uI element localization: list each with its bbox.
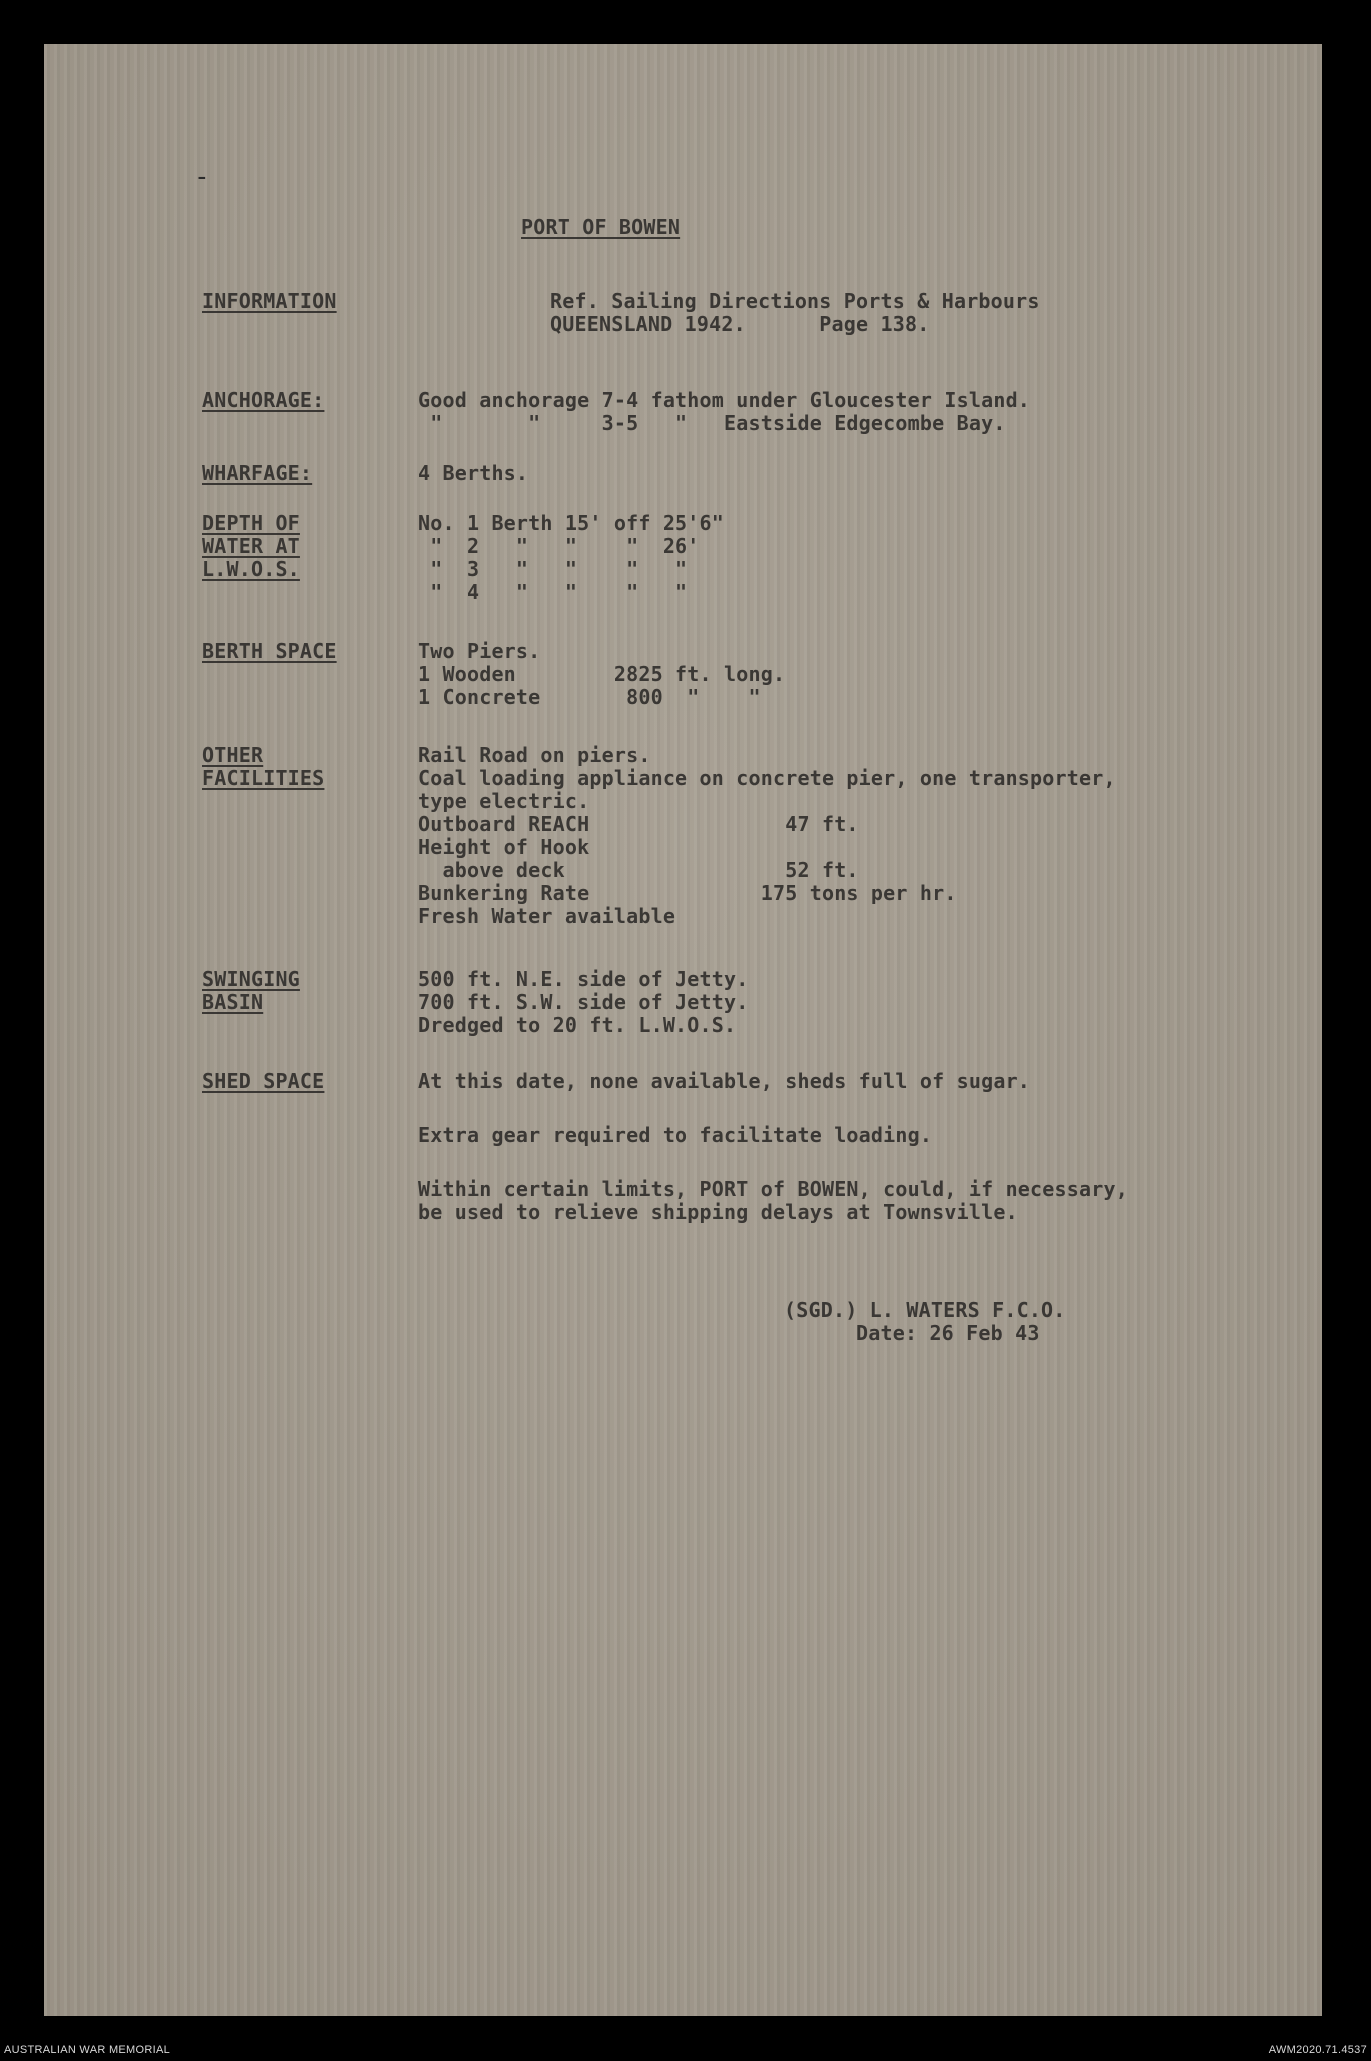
shed-space-label: SHED SPACE xyxy=(202,1069,325,1093)
swinging-basin-label-1: SWINGING xyxy=(202,967,300,991)
document-sheet xyxy=(44,44,1322,2016)
wharfage-value: 4 Berths. xyxy=(418,461,529,485)
other-facilities-label-1: OTHER xyxy=(202,743,264,767)
berth-space-line-2: 1 Wooden 2825 ft. long. xyxy=(418,662,786,686)
shed-space-value: At this date, none available, sheds full of sugar. xyxy=(418,1069,1031,1093)
depth-label-3: L.W.O.S. xyxy=(202,557,300,581)
information-line-2: QUEENSLAND 1942. Page 138. xyxy=(550,312,930,336)
depth-line-2: " 2 " " " 26' xyxy=(418,534,700,558)
other-facilities-line-8: Fresh Water available xyxy=(418,904,676,928)
other-facilities-line-5: Height of Hook xyxy=(418,835,590,859)
other-facilities-label-2: FACILITIES xyxy=(202,766,325,790)
berth-space-label: BERTH SPACE xyxy=(202,639,337,663)
depth-line-3: " 3 " " " " xyxy=(418,557,688,581)
signature-date: Date: 26 Feb 43 xyxy=(856,1321,1040,1345)
other-facilities-line-2: Coal loading appliance on concrete pier, one transporter, xyxy=(418,766,1116,790)
anchorage-line-2: " " 3-5 " Eastside Edgecombe Bay. xyxy=(418,411,1006,435)
note-limits-line-2: be used to relieve shipping delays at Townsville. xyxy=(418,1200,1018,1224)
other-facilities-line-6: above deck 52 ft. xyxy=(418,858,859,882)
swinging-basin-line-1: 500 ft. N.E. side of Jetty. xyxy=(418,967,749,991)
note-limits-line-1: Within certain limits, PORT of BOWEN, could, if necessary, xyxy=(418,1177,1128,1201)
other-facilities-line-7: Bunkering Rate 175 tons per hr. xyxy=(418,881,957,905)
depth-line-4: " 4 " " " " xyxy=(418,580,688,604)
wharfage-label: WHARFAGE: xyxy=(202,461,313,485)
signature-line: (SGD.) L. WATERS F.C.O. xyxy=(784,1298,1066,1322)
note-extra-gear: Extra gear required to facilitate loading. xyxy=(418,1123,933,1147)
depth-label-1: DEPTH OF xyxy=(202,511,300,535)
other-facilities-line-1: Rail Road on piers. xyxy=(418,743,651,767)
other-facilities-line-3: type electric. xyxy=(418,789,590,813)
anchorage-line-1: Good anchorage 7-4 fathom under Gloucester Island. xyxy=(418,388,1031,412)
swinging-basin-label-2: BASIN xyxy=(202,990,264,1014)
footer-institution: AUSTRALIAN WAR MEMORIAL xyxy=(4,2044,171,2056)
page-title: PORT OF BOWEN xyxy=(521,215,681,239)
information-line-1: Ref. Sailing Directions Ports & Harbours xyxy=(550,289,1040,313)
depth-label-2: WATER AT xyxy=(202,534,300,558)
anchorage-label: ANCHORAGE: xyxy=(202,388,325,412)
information-label: INFORMATION xyxy=(202,289,337,313)
berth-space-line-1: Two Piers. xyxy=(418,639,541,663)
ink-mark: - xyxy=(194,162,210,192)
footer-accession-number: AWM2020.71.4537 xyxy=(1268,2044,1367,2056)
swinging-basin-line-2: 700 ft. S.W. side of Jetty. xyxy=(418,990,749,1014)
depth-line-1: No. 1 Berth 15' off 25'6" xyxy=(418,511,725,535)
swinging-basin-line-3: Dredged to 20 ft. L.W.O.S. xyxy=(418,1013,737,1037)
berth-space-line-3: 1 Concrete 800 " " xyxy=(418,685,761,709)
other-facilities-line-4: Outboard REACH 47 ft. xyxy=(418,812,859,836)
